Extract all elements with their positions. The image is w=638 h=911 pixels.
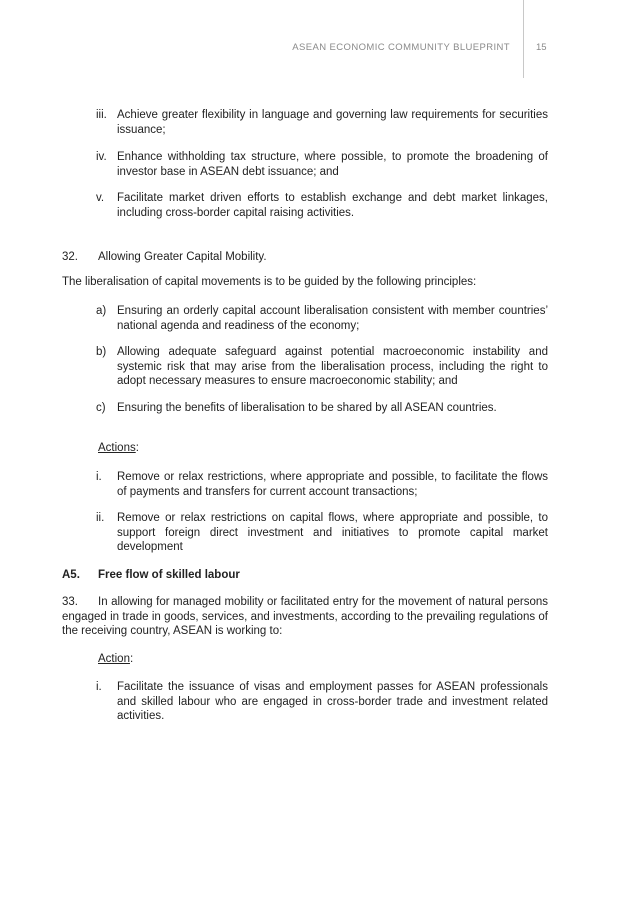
list-marker: i. xyxy=(96,681,102,693)
list-item xyxy=(96,511,548,555)
list-item xyxy=(96,191,548,220)
list-marker: c) xyxy=(96,402,106,414)
section-title: Free flow of skilled labour xyxy=(98,569,240,581)
page-number: 15 xyxy=(536,42,547,53)
list-item xyxy=(96,150,548,179)
list-item-text: Facilitate market driven efforts to establish exchange and debt market linkages, including cross-border capital raising activities. xyxy=(117,192,548,219)
section-32-intro: The liberalisation of capital movements is to be guided by the following principles: xyxy=(62,276,477,288)
list-marker: a) xyxy=(96,305,107,317)
actions-colon: : xyxy=(135,442,139,454)
list-item-text: Remove or relax restrictions, where appropriate and possible, to facilitate the flows of payments and transfers for current account transactions; xyxy=(117,471,548,498)
section-33-text: In allowing for managed mobility or facilitated entry for the movement of natural persons engaged in trade in goods, services, and investments, according to the prevailing regulations of the receiving country, ASEAN is working to: xyxy=(62,596,548,637)
action-colon: : xyxy=(129,653,134,665)
action-label: Action xyxy=(98,653,130,665)
list-item-text: Allowing adequate safeguard against potential macroeconomic instability and systemic risk that may arise from the liberalisation process, including the right to adopt necessary measures to ensure macroeconomic stability; and xyxy=(117,346,548,387)
list-item xyxy=(96,680,548,724)
list-marker: b) xyxy=(96,346,107,358)
section-number: 33. xyxy=(62,596,78,608)
list-marker: iv. xyxy=(96,151,107,163)
list-item-text: Achieve greater flexibility in language and governing law requirements for securities issuance; xyxy=(117,109,548,136)
list-item-text: Remove or relax restrictions on capital flows, where appropriate and possible, to support foreign direct investment and initiatives to promote capital market development xyxy=(117,512,548,553)
list-item-text: Ensuring the benefits of liberalisation to be shared by all ASEAN countries. xyxy=(117,402,497,414)
section-title: Allowing Greater Capital Mobility. xyxy=(98,251,267,263)
list-item-text: Ensuring an orderly capital account liberalisation consistent with member countries’ national agenda and readiness of the economy; xyxy=(117,305,548,332)
list-item-text: Facilitate the issuance of visas and employment passes for ASEAN professionals and skilled labour who are engaged in cross-border trade and investment related activities. xyxy=(117,681,548,722)
list-marker: iii. xyxy=(96,109,107,121)
list-marker: v. xyxy=(96,192,105,204)
list-item xyxy=(96,304,548,333)
list-item xyxy=(96,470,548,499)
list-item xyxy=(96,401,548,416)
list-marker: i. xyxy=(96,471,102,483)
list-item-text: Enhance withholding tax structure, where possible, to promote the broadening of investor base in ASEAN debt issuance; and xyxy=(117,151,548,178)
action-heading xyxy=(98,652,133,667)
section-a5-heading xyxy=(62,568,240,583)
list-item xyxy=(96,108,548,137)
header-divider xyxy=(523,0,524,78)
actions-heading xyxy=(98,441,139,456)
actions-label: Actions xyxy=(98,442,136,454)
section-33-paragraph xyxy=(62,595,548,639)
section-32-heading xyxy=(62,250,548,265)
section-number: A5. xyxy=(62,569,80,581)
header-title: ASEAN ECONOMIC COMMUNITY BLUEPRINT xyxy=(292,42,510,53)
list-item xyxy=(96,345,548,389)
section-number: 32. xyxy=(62,251,78,263)
list-marker: ii. xyxy=(96,512,105,524)
